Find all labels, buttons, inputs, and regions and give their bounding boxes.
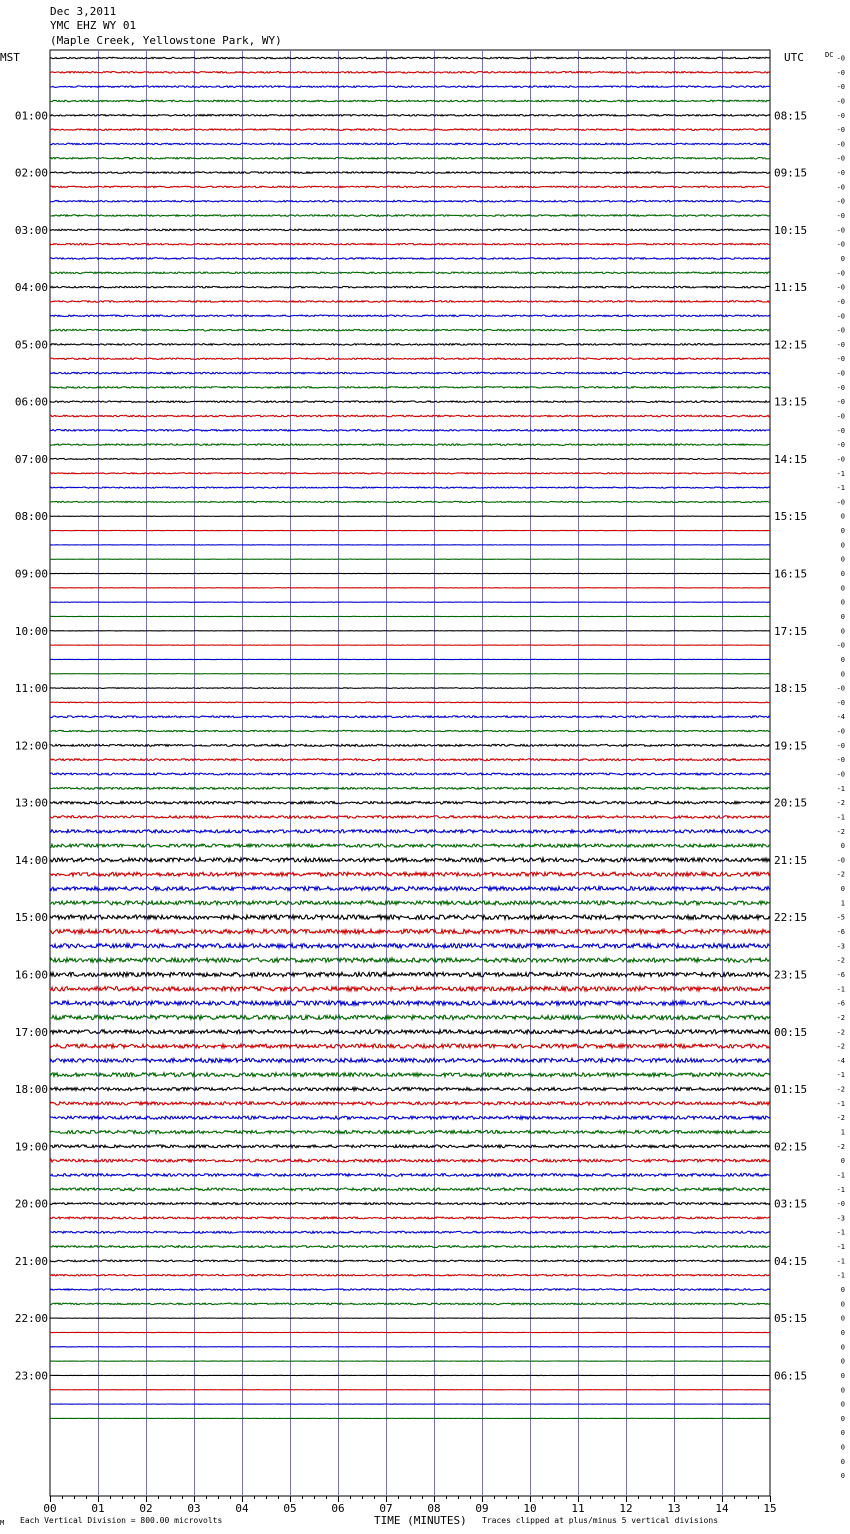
x-tick-label: 11 bbox=[571, 1502, 585, 1515]
trace-row-23 bbox=[50, 387, 770, 389]
trace-row-10 bbox=[50, 200, 770, 202]
trace-row-48 bbox=[50, 744, 770, 746]
dc-offset-value: 0 bbox=[840, 1371, 845, 1380]
trace-row-75 bbox=[50, 1130, 770, 1133]
dc-offset-value: -2 bbox=[836, 1028, 845, 1037]
station-code: YMC EHZ WY 01 bbox=[50, 19, 137, 32]
utc-hour-label: 01:15 bbox=[774, 1083, 808, 1097]
dc-offset-value: -0 bbox=[836, 169, 845, 178]
trace-row-6 bbox=[50, 143, 770, 145]
mst-hour-label: 18:00 bbox=[14, 1083, 48, 1097]
dc-offset-value: 0 bbox=[840, 655, 845, 664]
record-date: Dec 3,2011 bbox=[50, 5, 117, 18]
trace-row-9 bbox=[50, 186, 770, 188]
trace-row-17 bbox=[50, 301, 770, 303]
trace-row-65 bbox=[50, 987, 770, 991]
dc-offset-value: -2 bbox=[836, 1142, 845, 1151]
dc-offset-value: 1 bbox=[840, 899, 845, 908]
utc-hour-label: 05:15 bbox=[774, 1312, 808, 1326]
utc-hour-label: 19:15 bbox=[774, 739, 808, 753]
dc-offset-value: -1 bbox=[836, 1185, 845, 1194]
dc-offset-value: -0 bbox=[836, 369, 845, 378]
mst-hour-label: 11:00 bbox=[14, 682, 48, 696]
trace-row-0 bbox=[50, 57, 770, 59]
dc-offset-value: -0 bbox=[836, 240, 845, 249]
dc-offset-value: 0 bbox=[840, 555, 845, 564]
dc-offset-value: -0 bbox=[836, 383, 845, 392]
trace-row-22 bbox=[50, 372, 770, 374]
dc-offset-value: -0 bbox=[836, 297, 845, 306]
trace-row-11 bbox=[50, 215, 770, 217]
dc-offset-value: -1 bbox=[836, 1228, 845, 1237]
trace-row-56 bbox=[50, 858, 770, 862]
dc-offset-value: -6 bbox=[836, 999, 845, 1008]
trace-row-8 bbox=[50, 172, 770, 174]
dc-offset-value: -3 bbox=[836, 1214, 845, 1223]
corner-mark: M bbox=[0, 1519, 5, 1527]
utc-hour-label: 02:15 bbox=[774, 1140, 808, 1154]
mst-hour-label: 22:00 bbox=[14, 1312, 48, 1326]
trace-row-68 bbox=[50, 1030, 770, 1034]
utc-hour-label: 06:15 bbox=[774, 1369, 808, 1383]
trace-row-62 bbox=[50, 944, 770, 948]
trace-row-50 bbox=[50, 773, 770, 775]
dc-offset-value: 0 bbox=[840, 1414, 845, 1423]
mst-hour-label: 21:00 bbox=[14, 1254, 48, 1268]
dc-offset-value: 0 bbox=[840, 1286, 845, 1295]
dc-offset-value: -6 bbox=[836, 928, 845, 937]
utc-hour-label: 21:15 bbox=[774, 853, 808, 867]
trace-row-28 bbox=[50, 458, 770, 459]
x-tick-label: 06 bbox=[331, 1502, 345, 1515]
x-tick-label: 02 bbox=[139, 1502, 153, 1515]
trace-row-78 bbox=[50, 1174, 770, 1177]
trace-row-76 bbox=[50, 1145, 770, 1148]
trace-row-13 bbox=[50, 243, 770, 245]
trace-row-3 bbox=[50, 100, 770, 102]
dc-offset-value: -0 bbox=[836, 641, 845, 650]
dc-offset-value: 0 bbox=[840, 1443, 845, 1452]
trace-row-73 bbox=[50, 1102, 770, 1105]
dc-offset-value: 1 bbox=[840, 1128, 845, 1137]
dc-offset-value: -2 bbox=[836, 1013, 845, 1022]
mst-hour-label: 07:00 bbox=[14, 452, 48, 466]
trace-row-12 bbox=[50, 229, 770, 231]
dc-offset-value: -0 bbox=[836, 770, 845, 779]
dc-offset-value: -0 bbox=[836, 455, 845, 464]
dc-offset-value: -1 bbox=[836, 1171, 845, 1180]
trace-row-49 bbox=[50, 759, 770, 761]
dc-offset-value: 0 bbox=[840, 670, 845, 679]
trace-row-55 bbox=[50, 844, 770, 847]
dc-offset-value: -0 bbox=[836, 412, 845, 421]
dc-offset-value: 0 bbox=[840, 1472, 845, 1481]
x-tick-label: 13 bbox=[667, 1502, 681, 1515]
dc-offset-value: -0 bbox=[836, 154, 845, 163]
trace-row-51 bbox=[50, 787, 770, 789]
dc-offset-value: 0 bbox=[840, 570, 845, 579]
dc-offset-value: -0 bbox=[836, 326, 845, 335]
dc-offset-value: -2 bbox=[836, 1114, 845, 1123]
dc-offset-value: -0 bbox=[836, 727, 845, 736]
dc-offset-value: 0 bbox=[840, 541, 845, 550]
x-tick-label: 03 bbox=[187, 1502, 201, 1515]
trace-row-52 bbox=[50, 801, 770, 804]
station-location: (Maple Creek, Yellowstone Park, WY) bbox=[50, 34, 282, 47]
dc-offset-value: -1 bbox=[836, 813, 845, 822]
trace-row-26 bbox=[50, 430, 770, 432]
dc-offset-value: -0 bbox=[836, 741, 845, 750]
dc-offset-value: -0 bbox=[836, 212, 845, 221]
dc-offset-value: -4 bbox=[836, 1056, 845, 1065]
dc-offset-value: -6 bbox=[836, 970, 845, 979]
dc-offset-value: 0 bbox=[840, 842, 845, 851]
trace-row-61 bbox=[50, 929, 770, 933]
utc-hour-label: 20:15 bbox=[774, 796, 808, 810]
utc-hour-label: 12:15 bbox=[774, 338, 808, 352]
trace-row-44 bbox=[50, 688, 770, 689]
dc-offset-value: -1 bbox=[836, 1071, 845, 1080]
dc-offset-value: -0 bbox=[836, 97, 845, 106]
dc-offset-value: 0 bbox=[840, 584, 845, 593]
dc-offset-value: -2 bbox=[836, 827, 845, 836]
vertical-division-note: Each Vertical Division = 800.00 microvolts bbox=[20, 1516, 223, 1525]
dc-offset-value: -1 bbox=[836, 484, 845, 493]
mst-axis-label: MST bbox=[0, 51, 20, 64]
x-tick-label: 14 bbox=[715, 1502, 729, 1515]
dc-offset-value: -0 bbox=[836, 54, 845, 63]
trace-row-69 bbox=[50, 1044, 770, 1048]
utc-hour-label: 15:15 bbox=[774, 510, 808, 524]
dc-offset-value: -0 bbox=[836, 1200, 845, 1209]
dc-offset-value: 0 bbox=[840, 627, 845, 636]
trace-row-70 bbox=[50, 1058, 770, 1062]
mst-hour-label: 06:00 bbox=[14, 395, 48, 409]
utc-hour-label: 08:15 bbox=[774, 109, 808, 123]
mst-hour-label: 03:00 bbox=[14, 223, 48, 237]
trace-row-7 bbox=[50, 157, 770, 159]
mst-hour-label: 14:00 bbox=[14, 853, 48, 867]
trace-row-85 bbox=[50, 1274, 770, 1276]
utc-hour-label: 00:15 bbox=[774, 1025, 808, 1039]
dc-offset-value: -0 bbox=[836, 698, 845, 707]
dc-offset-value: 0 bbox=[840, 612, 845, 621]
dc-offset-value: -0 bbox=[836, 398, 845, 407]
dc-offset-value: 0 bbox=[840, 254, 845, 263]
dc-offset-value: -1 bbox=[836, 1099, 845, 1108]
dc-offset-value: -0 bbox=[836, 498, 845, 507]
dc-offset-value: -0 bbox=[836, 355, 845, 364]
trace-row-63 bbox=[50, 958, 770, 962]
trace-row-66 bbox=[50, 1001, 770, 1005]
dc-offset-value: 0 bbox=[840, 1400, 845, 1409]
x-tick-label: 12 bbox=[619, 1502, 633, 1515]
dc-offset-value: -0 bbox=[836, 111, 845, 120]
trace-row-30 bbox=[50, 487, 770, 488]
dc-offset-value: 0 bbox=[840, 512, 845, 521]
dc-offset-value: -1 bbox=[836, 1243, 845, 1252]
trace-row-71 bbox=[50, 1073, 770, 1077]
trace-row-4 bbox=[50, 114, 770, 116]
dc-offset-value: -2 bbox=[836, 870, 845, 879]
trace-row-5 bbox=[50, 129, 770, 131]
trace-row-60 bbox=[50, 915, 770, 919]
utc-hour-label: 23:15 bbox=[774, 968, 808, 982]
trace-row-45 bbox=[50, 702, 770, 703]
dc-offset-value: -1 bbox=[836, 1257, 845, 1266]
trace-row-46 bbox=[50, 716, 770, 718]
trace-row-25 bbox=[50, 415, 770, 417]
trace-row-18 bbox=[50, 315, 770, 317]
x-tick-label: 04 bbox=[235, 1502, 249, 1515]
dc-offset-value: 0 bbox=[840, 1386, 845, 1395]
dc-offset-value: 0 bbox=[840, 1328, 845, 1337]
trace-row-14 bbox=[50, 258, 770, 260]
trace-row-87 bbox=[50, 1303, 770, 1305]
dc-offset-value: 0 bbox=[840, 527, 845, 536]
dc-offset-value: -0 bbox=[836, 83, 845, 92]
mst-hour-label: 17:00 bbox=[14, 1025, 48, 1039]
trace-row-16 bbox=[50, 286, 770, 288]
trace-row-27 bbox=[50, 444, 770, 446]
mst-hour-label: 12:00 bbox=[14, 739, 48, 753]
x-tick-label: 08 bbox=[427, 1502, 441, 1515]
dc-offset-value: 0 bbox=[840, 1314, 845, 1323]
utc-hour-label: 14:15 bbox=[774, 452, 808, 466]
trace-row-21 bbox=[50, 358, 770, 360]
dc-offset-value: -1 bbox=[836, 784, 845, 793]
utc-hour-label: 03:15 bbox=[774, 1197, 808, 1211]
mst-hour-label: 01:00 bbox=[14, 109, 48, 123]
mst-hour-label: 16:00 bbox=[14, 968, 48, 982]
trace-row-64 bbox=[50, 972, 770, 976]
utc-hour-label: 22:15 bbox=[774, 911, 808, 925]
trace-row-79 bbox=[50, 1188, 770, 1191]
dc-offset-value: -0 bbox=[836, 68, 845, 77]
mst-hour-label: 08:00 bbox=[14, 510, 48, 524]
x-tick-label: 05 bbox=[283, 1502, 297, 1515]
mst-hour-label: 15:00 bbox=[14, 911, 48, 925]
dc-offset-value: -0 bbox=[836, 856, 845, 865]
dc-offset-value: -1 bbox=[836, 469, 845, 478]
dc-offset-value: -0 bbox=[836, 126, 845, 135]
dc-offset-value: -0 bbox=[836, 283, 845, 292]
mst-hour-label: 04:00 bbox=[14, 281, 48, 295]
trace-row-59 bbox=[50, 901, 770, 905]
x-tick-label: 07 bbox=[379, 1502, 393, 1515]
trace-row-77 bbox=[50, 1159, 770, 1162]
utc-hour-label: 09:15 bbox=[774, 166, 808, 180]
x-tick-label: 10 bbox=[523, 1502, 537, 1515]
dc-offset-value: -4 bbox=[836, 713, 845, 722]
trace-row-24 bbox=[50, 401, 770, 403]
trace-row-58 bbox=[50, 887, 770, 891]
utc-hour-label: 13:15 bbox=[774, 395, 808, 409]
utc-hour-label: 04:15 bbox=[774, 1254, 808, 1268]
mst-hour-label: 10:00 bbox=[14, 624, 48, 638]
trace-row-47 bbox=[50, 730, 770, 731]
mst-hour-label: 20:00 bbox=[14, 1197, 48, 1211]
trace-row-15 bbox=[50, 272, 770, 274]
utc-hour-label: 18:15 bbox=[774, 682, 808, 696]
dc-offset-value: 0 bbox=[840, 1343, 845, 1352]
trace-row-57 bbox=[50, 872, 770, 876]
trace-row-54 bbox=[50, 830, 770, 833]
trace-row-2 bbox=[50, 86, 770, 88]
dc-offset-value: -2 bbox=[836, 799, 845, 808]
dc-offset-value: -3 bbox=[836, 942, 845, 951]
dc-offset-value: -0 bbox=[836, 756, 845, 765]
dc-offset-value: 0 bbox=[840, 1357, 845, 1366]
utc-hour-label: 16:15 bbox=[774, 567, 808, 581]
dc-offset-value: 0 bbox=[840, 1429, 845, 1438]
mst-hour-label: 13:00 bbox=[14, 796, 48, 810]
mst-hour-label: 05:00 bbox=[14, 338, 48, 352]
mst-hour-label: 19:00 bbox=[14, 1140, 48, 1154]
dc-offset-value: -0 bbox=[836, 312, 845, 321]
trace-row-84 bbox=[50, 1260, 770, 1262]
trace-row-83 bbox=[50, 1246, 770, 1248]
trace-row-31 bbox=[50, 501, 770, 502]
dc-offset-value: 0 bbox=[840, 1157, 845, 1166]
mst-hour-label: 09:00 bbox=[14, 567, 48, 581]
x-tick-label: 09 bbox=[475, 1502, 489, 1515]
dc-offset-value: -0 bbox=[836, 269, 845, 278]
x-tick-label: 01 bbox=[91, 1502, 105, 1515]
dc-offset-value: 0 bbox=[840, 1457, 845, 1466]
dc-offset-value: -5 bbox=[836, 913, 845, 922]
dc-offset-value: 0 bbox=[840, 1300, 845, 1309]
trace-row-86 bbox=[50, 1289, 770, 1291]
dc-offset-value: -0 bbox=[836, 426, 845, 435]
dc-offset-value: -2 bbox=[836, 956, 845, 965]
dc-offset-value: -1 bbox=[836, 1271, 845, 1280]
dc-offset-value: -0 bbox=[836, 441, 845, 450]
dc-offset-value: -1 bbox=[836, 985, 845, 994]
dc-offset-value: 0 bbox=[840, 598, 845, 607]
trace-row-20 bbox=[50, 344, 770, 346]
dc-offset-value: -2 bbox=[836, 1042, 845, 1051]
mst-hour-label: 02:00 bbox=[14, 166, 48, 180]
trace-row-81 bbox=[50, 1217, 770, 1219]
trace-row-67 bbox=[50, 1015, 770, 1019]
dc-offset-value: -0 bbox=[836, 226, 845, 235]
trace-row-1 bbox=[50, 72, 770, 74]
dc-offset-value: -2 bbox=[836, 1085, 845, 1094]
trace-row-19 bbox=[50, 329, 770, 331]
dc-offset-value: -0 bbox=[836, 197, 845, 206]
trace-row-74 bbox=[50, 1116, 770, 1119]
dc-offset-value: -0 bbox=[836, 340, 845, 349]
trace-row-72 bbox=[50, 1087, 770, 1090]
trace-row-80 bbox=[50, 1203, 770, 1205]
dc-offset-value: -0 bbox=[836, 140, 845, 149]
utc-hour-label: 10:15 bbox=[774, 223, 808, 237]
trace-row-82 bbox=[50, 1231, 770, 1233]
trace-row-29 bbox=[50, 473, 770, 474]
dc-offset-value: -0 bbox=[836, 183, 845, 192]
dc-offset-value: 0 bbox=[840, 885, 845, 894]
clipping-note: Traces clipped at plus/minus 5 vertical divisions bbox=[482, 1516, 719, 1525]
utc-axis-label: UTC bbox=[784, 51, 804, 64]
x-tick-label: 15 bbox=[763, 1502, 777, 1515]
utc-hour-label: 17:15 bbox=[774, 624, 808, 638]
dc-column-label: DC bbox=[825, 51, 834, 59]
x-tick-label: 00 bbox=[43, 1502, 57, 1515]
trace-row-53 bbox=[50, 816, 770, 819]
mst-hour-label: 23:00 bbox=[14, 1369, 48, 1383]
utc-hour-label: 11:15 bbox=[774, 281, 808, 295]
x-axis-title: TIME (MINUTES) bbox=[374, 1514, 467, 1527]
dc-offset-value: -0 bbox=[836, 684, 845, 693]
